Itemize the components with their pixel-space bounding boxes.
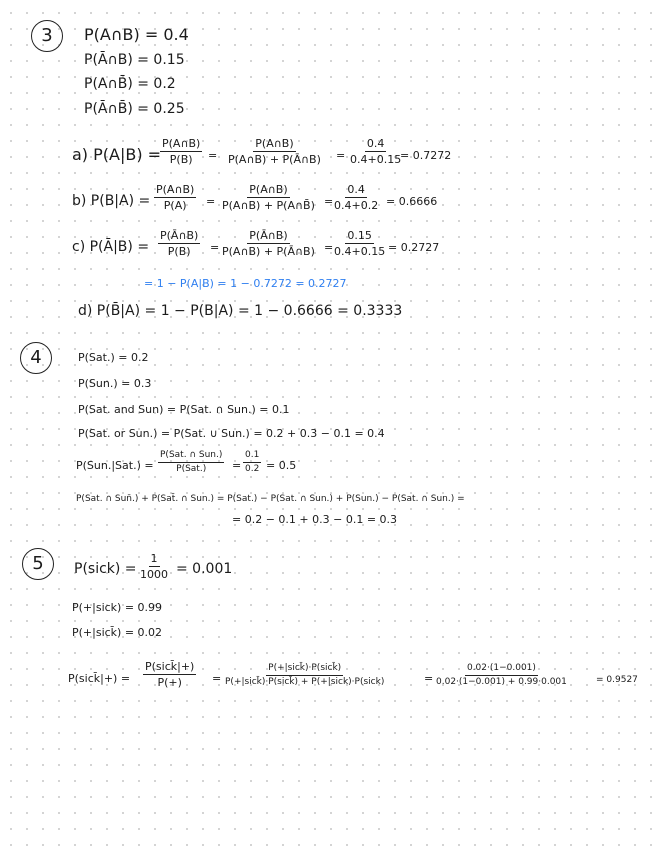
fraction xyxy=(158,451,224,474)
fraction-numerator: 1 xyxy=(150,552,158,565)
fraction-numerator: 0.4 xyxy=(366,137,385,150)
equals-sign: = xyxy=(206,195,216,208)
fraction-denominator: P(B) xyxy=(167,245,191,258)
fraction-numerator: P(+|sick̄)·P(sick̄) xyxy=(266,664,343,676)
sick-result: = 0.001 xyxy=(176,561,233,577)
fraction xyxy=(160,138,202,165)
equals-sign: = xyxy=(424,672,434,685)
fraction-denominator: P(A∩B) + P(Ā∩B) xyxy=(222,245,315,258)
equals-sign: = xyxy=(324,195,334,208)
fraction xyxy=(223,664,386,687)
fraction-numerator: 0.1 xyxy=(243,451,261,463)
fraction-denominator: 1000 xyxy=(140,568,168,581)
fraction xyxy=(243,451,261,474)
prob-line: P(Sun.) = 0.3 xyxy=(78,377,152,390)
fraction xyxy=(138,553,170,580)
fraction-numerator: P(A∩B) xyxy=(162,137,201,150)
fraction-denominator: 0.4+0.15 xyxy=(334,245,386,258)
fraction xyxy=(154,184,196,211)
bayes-lhs: P(sick̄|+) = xyxy=(68,672,131,685)
part-a-lhs: a) P(A|B) = xyxy=(72,145,162,164)
given-line: P(A∩B̄) = 0.2 xyxy=(84,76,176,92)
fraction-numerator: P(Ā∩B) xyxy=(160,229,199,242)
prob-line: P(+|sick̄) = 0.02 xyxy=(72,626,163,639)
part-d-line: d) P(B̄|A) = 1 − P(B|A) = 1 − 0.6666 = 0.3333 xyxy=(78,303,403,319)
conditional-lhs: P(Sun.|Sat.) = xyxy=(76,459,154,472)
fraction xyxy=(434,664,569,687)
part-c-alternative: = 1 − P(A|B) = 1 − 0.7272 = 0.2727 xyxy=(144,277,347,290)
fraction-denominator: 0.02·(1−0.001) + 0.99·0.001 xyxy=(436,677,567,687)
given-line: P(A∩B) = 0.4 xyxy=(84,25,189,44)
given-line: P(Ā∩B̄) = 0.25 xyxy=(84,101,185,117)
equals-sign: = xyxy=(324,241,334,254)
fraction-denominator: 0.4+0.15 xyxy=(350,153,402,166)
equals-sign: = xyxy=(210,241,220,254)
fraction-numerator: P(A∩B) xyxy=(255,137,294,150)
fraction-denominator: 0.2 xyxy=(245,464,260,474)
equals-sign: = xyxy=(208,149,218,162)
fraction xyxy=(220,230,317,257)
fraction-numerator: P(A∩B) xyxy=(249,183,288,196)
fraction xyxy=(348,138,403,165)
part-b-result: = 0.6666 xyxy=(386,195,438,208)
long-expression-result: = 0.2 − 0.1 + 0.3 − 0.1 = 0.3 xyxy=(232,513,398,526)
section-number-5: 5 xyxy=(22,548,54,580)
fraction-numerator: 0.02·(1−0.001) xyxy=(465,664,538,676)
fraction xyxy=(158,230,200,257)
long-expression-line: P(Sat. ∩ Sun̄.) + P(Sat̄. ∩ Sun.) = P(Sat.) − P(Sat. ∩ Sun.) + P(Sun.) − P(Sat. ∩ Sun.) = xyxy=(76,494,465,504)
prob-line: P(Sat. and Sun) = P(Sat. ∩ Sun.) = 0.1 xyxy=(78,403,290,416)
fraction-denominator: 0.4+0.2 xyxy=(334,199,379,212)
fraction xyxy=(143,661,196,688)
prob-line: P(+|sick) = 0.99 xyxy=(72,601,163,614)
fraction-denominator: P(A) xyxy=(163,199,187,212)
fraction-denominator: P(B) xyxy=(169,153,193,166)
fraction-denominator: P(A∩B) + P(A∩B̄) xyxy=(222,199,315,212)
section-number-3: 3 xyxy=(31,20,63,52)
equals-sign: = xyxy=(232,459,242,472)
bayes-result: = 0.9527 xyxy=(596,675,638,685)
conditional-result: = 0.5 xyxy=(266,459,297,472)
fraction-denominator: P(+) xyxy=(157,676,182,689)
part-b-lhs: b) P(B|A) = xyxy=(72,193,151,209)
fraction-numerator: P(sick̄|+) xyxy=(145,660,195,673)
fraction xyxy=(220,184,317,211)
equals-sign: = xyxy=(336,149,346,162)
fraction-denominator: P(A∩B) + P(Ā∩B) xyxy=(228,153,321,166)
fraction-numerator: P(A∩B) xyxy=(156,183,195,196)
prob-line: P(Sat.) = 0.2 xyxy=(78,351,149,364)
fraction-denominator: P(+|sick̄)·P(sick̄) + P(+|sick)·P(sick) xyxy=(225,677,385,687)
part-a-result: = 0.7272 xyxy=(400,149,452,162)
sick-lhs: P(sick) = xyxy=(74,561,137,577)
fraction xyxy=(332,184,380,211)
fraction-numerator: P(Sat. ∩ Sun.) xyxy=(158,451,224,463)
fraction-numerator: P(Ā∩B) xyxy=(249,229,288,242)
fraction-denominator: P(Sat.) xyxy=(176,464,207,474)
fraction xyxy=(332,230,387,257)
prob-line: P(Sat. or Sun.) = P(Sat. ∪ Sun.) = 0.2 + 0.3 − 0.1 = 0.4 xyxy=(78,427,385,440)
section-number-4: 4 xyxy=(20,342,52,374)
fraction xyxy=(226,138,323,165)
fraction-numerator: 0.4 xyxy=(347,183,365,196)
fraction-numerator: 0.15 xyxy=(347,229,372,242)
part-c-lhs: c) P(Ā|B) = xyxy=(72,239,150,255)
given-line: P(Ā∩B) = 0.15 xyxy=(84,52,185,68)
part-c-result: = 0.2727 xyxy=(388,241,440,254)
equals-sign: = xyxy=(212,672,222,685)
